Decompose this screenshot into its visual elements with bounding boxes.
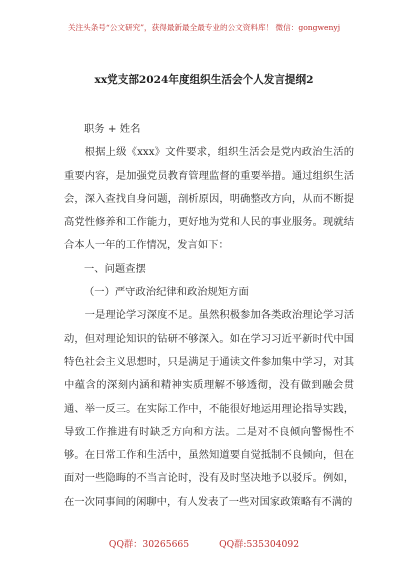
subsection-heading: （一）严守政治纪律和政治规矩方面 <box>84 286 249 299</box>
qq-group-1: QQ群：30265665 <box>108 539 190 550</box>
document-title: xx党支部2024年度组织生活会个人发言提纲2 <box>94 74 314 86</box>
qq-group-2: QQ群:535304092 <box>219 539 300 550</box>
body-paragraph: 一是理论学习深度不足。虽然积极参加各类政治理论学习活动，但对理论知识的钻研不够深入。如在学习习近平新时代中国特色社会主义思想时，只是满足于通读文件参加集中学习，对其中蕴含的深刻内涵和精神实质理解不够透彻，没有做到融会贯通、举一反三。在实际工作中，不能很好地运用理论指导实践，导致工作推进有时缺乏方向和方法。二是对不良倾向警惕性不够。在日常工作和生活中，虽然知道要自觉抵制不良倾向，但在面对一些隐晦的不当言论时，没有及时坚决地予以驳斥。例如，在一次同事间的闲聊中，有人发表了一些对国家政策略有不满的 <box>64 309 354 508</box>
author-line: 职务 + 姓名 <box>84 123 141 135</box>
section-heading: 一、问题查摆 <box>84 262 146 275</box>
promo-header: 关注头条号“公文研究”，获得最新最全最专业的公文资料库！ 微信：gongwenyj <box>67 23 341 32</box>
document-body <box>64 118 354 514</box>
intro-paragraph: 根据上级《xxx》文件要求，组织生活会是党内政治生活的重要内容，是加强党员教育管理监督的重要举措。通过组织生活会，深入查找自身问题，剖析原因，明确整改方向，从而不断提高党性修养和工作能力，更好地为党和人民的事业服务。现就结合本人一年的工作情况，发言如下： <box>64 146 354 252</box>
footer-contact <box>0 536 408 550</box>
